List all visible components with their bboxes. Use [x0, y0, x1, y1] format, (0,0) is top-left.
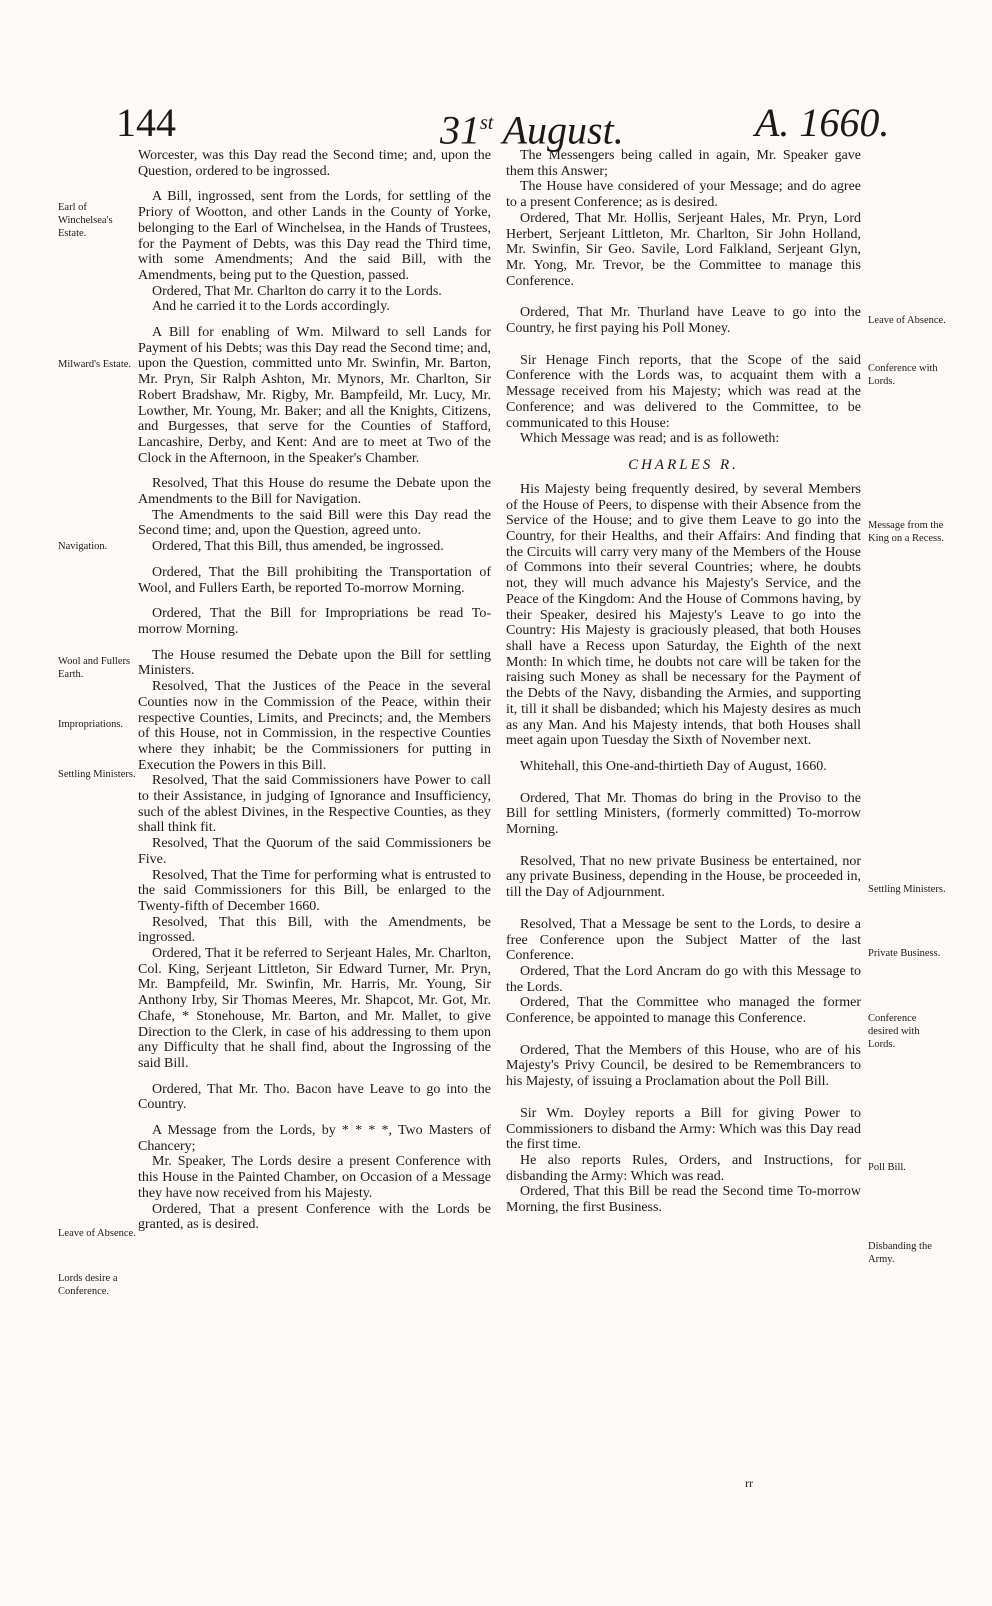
paragraph: Ordered, That the Bill prohibiting the Transportation of Wool, and Fullers Earth, be reported To-morrow Morning.: [138, 564, 491, 596]
margin-note: Disbanding the Army.: [868, 1241, 932, 1265]
margin-note: Settling Ministers.: [58, 769, 136, 780]
margin-note: Impropriations.: [58, 719, 124, 730]
date-day: 31: [440, 107, 480, 153]
page-header: [0, 100, 992, 153]
margin-note: Message from the King on a Recess.: [868, 520, 944, 544]
page-date: [440, 100, 624, 153]
paragraph: Ordered, That Mr. Charlton do carry it to the Lords.: [152, 283, 442, 299]
paragraph: The Messengers being called in again, Mr. Speaker gave them this Answer;: [506, 148, 861, 179]
margin-note: Navigation.: [58, 541, 108, 552]
paragraph: Ordered, That it be referred to Serjeant Hales, Mr. Charlton, Col. King, Serjeant Littleton, Sir Edward Turner, Mr. Pryn, Mr. Bampfeild, Mr. Swinfin, Mr. Harris, Mr. Young, Sir Anthony Irby, Sir Thomas Meeres, Mr. Shapcot, Mr. Got, Mr. Chafe, * Stonehouse, Mr. Barton, and Mr. Mallet, to give Direction to the Clerk, in case of his addressing to them upon any Difficulty that he shall find, about the Ingrossing of the said Bill.: [138, 946, 491, 1071]
royal-message: His Majesty being frequently desired, by several Members of the House of Peers, to dispense with their Absence from the Service of the House; and to give them Leave to go into the Country, for their Healths, and their Affairs: And finding that the Circuits will carry very many of the Members of the House of Commons into their several Countries; where, he doubts not, they will much advance his Majesty's Service, and the Peace of the Kingdom: And the House of Commons having, by their Speaker, desired his Majesty's Leave to go into the Country: His Majesty is graciously pleased, that both Houses shall have a Recess upon Saturday, the Eighth of the next Month: In which time, he doubts not care will be taken for the raising such Money as shall be necessary for the Payment of the Debts of the Navy, disbanding the Armies, and supporting it, till it shall be disbanded; which his Majesty desires as much as any Man. And his Majesty intends, that both Houses shall meet again upon Tuesday the Sixth of November next.: [506, 481, 861, 749]
margin-note: Private Business.: [868, 948, 941, 959]
margin-note: Conference desired with Lords.: [868, 1013, 920, 1050]
paragraph: Resolved, That no new private Business be entertained, nor any private Business, depending in the House, be proceeded in, till the Day of Adjournment.: [506, 853, 861, 901]
paragraph: Ordered, That Mr. Tho. Bacon have Leave to go into the Country.: [138, 1081, 491, 1113]
message-date-line: Whitehall, this One-and-thirtieth Day of August, 1660.: [520, 758, 827, 774]
paragraph: The Amendments to the said Bill were this Day read the Second time; and, upon the Question, agreed unto.: [138, 507, 491, 539]
paragraph: The House have considered of your Message; and do agree to a present Conference; as is desired.: [506, 179, 861, 211]
right-column: [506, 148, 861, 1216]
paragraph: Ordered, That Mr. Thomas do bring in the Proviso to the Bill for settling Ministers, (formerly committed) To-morrow Morning.: [506, 790, 861, 838]
paragraph: Which Message was read; and is as followeth:: [520, 431, 780, 447]
page-number: 144: [116, 100, 176, 145]
paragraph: And he carried it to the Lords accordingly.: [152, 299, 390, 315]
margin-note: Conference with Lords.: [868, 363, 938, 387]
paragraph: Ordered, That the Committee who managed the former Conference, be appointed to manage this Conference.: [506, 995, 861, 1027]
paragraph: Resolved, That the Time for performing what is entrusted to the said Commissioners for this Bill, be enlarged to the Twenty-fifth of December 1660.: [138, 867, 491, 914]
date-suffix: st: [480, 112, 494, 134]
paragraph: Resolved, That the Quorum of the said Commissioners be Five.: [138, 836, 491, 867]
margin-note: Leave of Absence.: [868, 315, 946, 326]
margin-note: Settling Ministers.: [868, 884, 946, 895]
margin-note: Milward's Estate.: [58, 359, 132, 370]
paragraph: A Message from the Lords, by * * * *, Two Masters of Chancery;: [138, 1123, 491, 1154]
paragraph: The House resumed the Debate upon the Bill for settling Ministers.: [138, 647, 491, 679]
paragraph: Ordered, That Mr. Thurland have Leave to go into the Country, he first paying his Poll Money.: [506, 305, 861, 337]
paragraph: Sir Henage Finch reports, that the Scope of the said Conference with the Lords was, to acquaint them with a Message received from his Majesty; which was read at the Conference; and was delivered to the Committee, to be communicated to this House:: [506, 352, 861, 431]
paragraph: He also reports Rules, Orders, and Instructions, for disbanding the Army: Which was read.: [506, 1152, 861, 1184]
paragraph: Resolved, That the Justices of the Peace in the several Counties now in the Commission of the Peace, within their respective Counties, Limits, and Precincts; and, the Members of this House, not in Commission, in the respective Counties where they inhabit; be the Commissioners for putting in Execution the Powers in this Bill.: [138, 679, 491, 773]
paragraph: Ordered, That this Bill be read the Second time To-morrow Morning, the first Business.: [506, 1184, 861, 1216]
paragraph: Sir Wm. Doyley reports a Bill for giving Power to Commissioners to disband the Army: Which was this Day read the first time.: [506, 1105, 861, 1153]
paragraph: A Bill for enabling of Wm. Milward to sell Lands for Payment of his Debts; was this Day read the Second time; and, upon the Question, committed unto Mr. Swinfin, Mr. Barton, Mr. Pryn, Sir Ralph Ashton, Mr. Mynors, Mr. Charlton, Sir Robert Bradshaw, Mr. Rigby, Mr. Bampfeild, Mr. Lucy, Mr. Lowther, Mr. Young, Mr. Baker; and all the Knights, Citizens, and Burgesses, that serve for the Counties of Stafford, Lancashire, Derby, and Kent: And are to meet at Two of the Clock in the Afternoon, in the Speaker's Chamber.: [138, 325, 491, 466]
paragraph: Ordered, That the Members of this House, who are of his Majesty's Privy Council, be desired to be Remembrancers to his Majesty, of issuing a Proclamation about the Poll Bill.: [506, 1042, 861, 1090]
date-month: August.: [502, 107, 624, 153]
royal-signature-heading: CHARLES R.: [628, 456, 739, 473]
paragraph: A Bill, ingrossed, sent from the Lords, for settling of the Priory of Wootton, and other Lands in the County of Yorke, belonging to the Earl of Winchelsea, in the Hands of Trustees, for the Payment of Debts, was this Day read the Third time, with some Amendments; And the said Bill, with the Amendments, being put to the Question, passed.: [138, 189, 491, 283]
margin-note: Poll Bill.: [868, 1162, 906, 1173]
paragraph: Resolved, That this Bill, with the Amendments, be ingrossed.: [138, 914, 491, 946]
paragraph: Resolved, That a Message be sent to the Lords, to desire a free Conference upon the Subject Matter of the last Conference.: [506, 916, 861, 964]
paragraph: Resolved, That this House do resume the Debate upon the Amendments to the Bill for Navigation.: [138, 476, 491, 508]
paragraph: Ordered, That the Bill for Impropriations be read To-morrow Morning.: [138, 606, 491, 637]
paragraph: Ordered, That this Bill, thus amended, be ingrossed.: [152, 539, 444, 555]
footer-mark: rr: [745, 1476, 753, 1490]
margin-note: Wool and Fullers Earth.: [58, 656, 131, 680]
page-year: A. 1660.: [755, 100, 890, 145]
paragraph: Worcester, was this Day read the Second time; and, upon the Question, ordered to be ingrossed.: [138, 148, 491, 179]
paragraph: Ordered, That the Lord Ancram do go with this Message to the Lords.: [506, 963, 861, 995]
margin-note: Lords desire a Conference.: [58, 1273, 118, 1297]
left-column: [138, 148, 491, 1233]
paragraph: Mr. Speaker, The Lords desire a present Conference with this House in the Painted Chamber, on Occasion of a Message they have now received from his Majesty.: [138, 1154, 491, 1201]
paragraph: Resolved, That the said Commissioners have Power to call to their Assistance, in judging of Ignorance and Insufficiency, such of the ablest Divines, in the Respective Counties, as they shall think fit.: [138, 773, 491, 836]
paragraph: Ordered, That a present Conference with the Lords be granted, as is desired.: [138, 1201, 491, 1233]
paragraph: Ordered, That Mr. Hollis, Serjeant Hales, Mr. Pryn, Lord Herbert, Serjeant Littleton, Mr. Charlton, Sir John Holland, Mr. Swinfin, Sir Geo. Savile, Lord Falkland, Serjeant Glyn, Mr. Yong, Mr. Trevor, be the Committee to manage this Conference.: [506, 210, 861, 289]
margin-note: Earl of Winchelsea's Estate.: [58, 202, 113, 239]
margin-note: Leave of Absence.: [58, 1228, 136, 1239]
